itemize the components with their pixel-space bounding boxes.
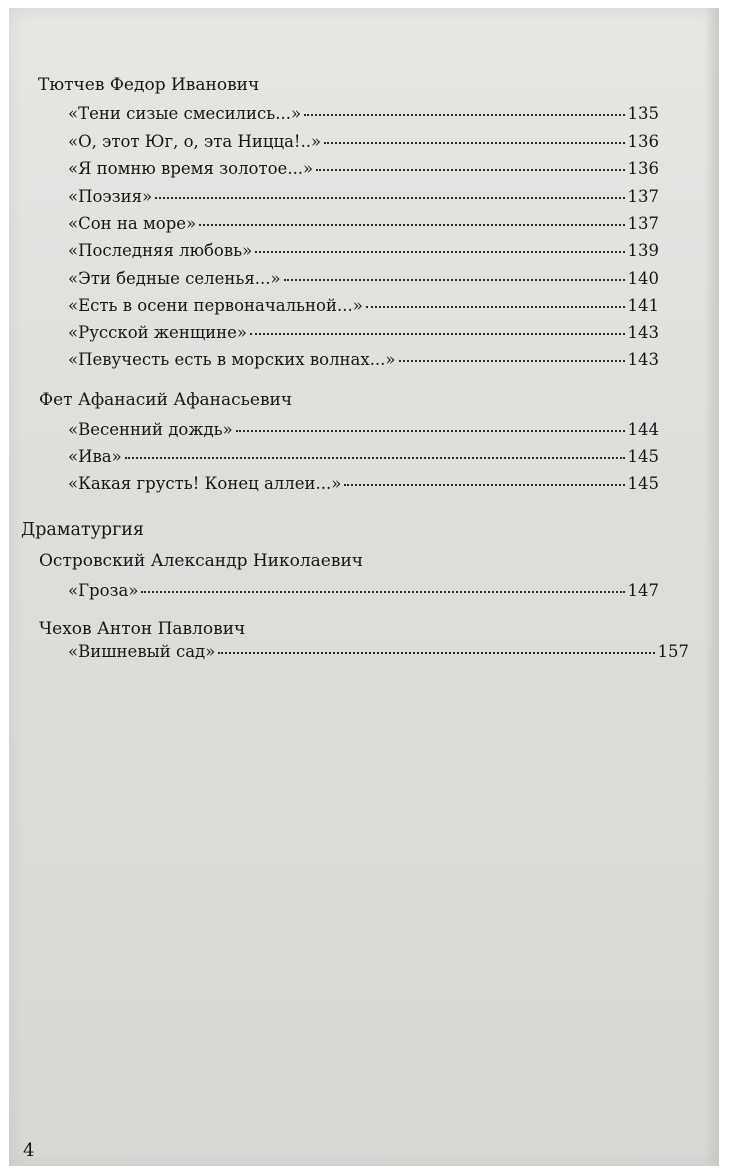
entry-title: «Тени сизые смесились...» [68,104,302,123]
author-heading-chekhov: Чехов Антон Павлович [39,619,246,639]
entry-title: «Весенний дождь» [68,420,233,439]
entry-title: «О, этот Юг, о, эта Ницца!..» [68,132,322,151]
toc-entry [68,474,659,498]
toc-entry [68,296,659,320]
toc-entry [68,241,659,265]
dot-leader [366,306,625,308]
dot-leader [399,360,625,362]
toc-entry [68,159,659,183]
dot-leader [250,333,624,335]
toc-entry [68,104,659,128]
entry-page-number: 137 [627,187,659,206]
author-heading-ostrovsky: Островский Александр Николаевич [39,551,364,571]
toc-entry [68,642,689,666]
entry-page-number: 136 [627,159,659,178]
entry-page-number: 144 [627,420,659,439]
entry-title: «Ива» [68,447,122,466]
section-heading-drama: Драматургия [21,520,144,540]
toc-entry [68,447,659,471]
entry-page-number: 140 [627,269,659,288]
page-number: 4 [23,1140,35,1161]
toc-entry [68,132,659,156]
dot-leader [344,484,624,486]
dot-leader [304,114,624,116]
dot-leader [316,169,624,171]
dot-leader [125,457,625,459]
entry-page-number: 139 [627,241,659,260]
toc-entry [68,214,659,238]
dot-leader [255,251,624,253]
toc-entry [68,323,659,347]
entry-page-number: 137 [627,214,659,233]
entry-page-number: 136 [627,132,659,151]
entry-title: «Сон на море» [68,214,197,233]
dot-leader [141,591,624,593]
entry-page-number: 143 [627,350,659,369]
dot-leader [284,279,625,281]
book-page [9,8,719,1166]
dot-leader [155,197,624,199]
entry-page-number: 147 [627,581,659,600]
toc-entry [68,187,659,211]
toc-entry [68,350,659,374]
entry-page-number: 157 [657,642,689,661]
entry-title: «Последняя любовь» [68,241,253,260]
dot-leader [236,430,625,432]
entry-page-number: 145 [627,474,659,493]
entry-title: «Гроза» [68,581,139,600]
entry-page-number: 141 [627,296,659,315]
dot-leader [218,652,654,654]
entry-page-number: 145 [627,447,659,466]
entry-title: «Певучесть есть в морских волнах...» [68,350,396,369]
dot-leader [324,142,624,144]
entry-title: «Вишневый сад» [68,642,216,661]
author-heading-tiutchev: Тютчев Федор Иванович [38,75,260,95]
toc-entry [68,269,659,293]
entry-page-number: 143 [627,323,659,342]
entry-title: «Русской женщине» [68,323,248,342]
toc-entry [68,581,659,605]
entry-title: «Есть в осени первоначальной...» [68,296,363,315]
author-heading-fet: Фет Афанасий Афанасьевич [39,390,293,410]
dot-leader [199,224,624,226]
entry-title: «Эти бедные селенья...» [68,269,281,288]
entry-page-number: 135 [627,104,659,123]
entry-title: «Поэзия» [68,187,153,206]
toc-entry [68,420,659,444]
table-of-contents [9,8,719,1166]
entry-title: «Какая грусть! Конец аллеи...» [68,474,342,493]
entry-title: «Я помню время золотое...» [68,159,314,178]
